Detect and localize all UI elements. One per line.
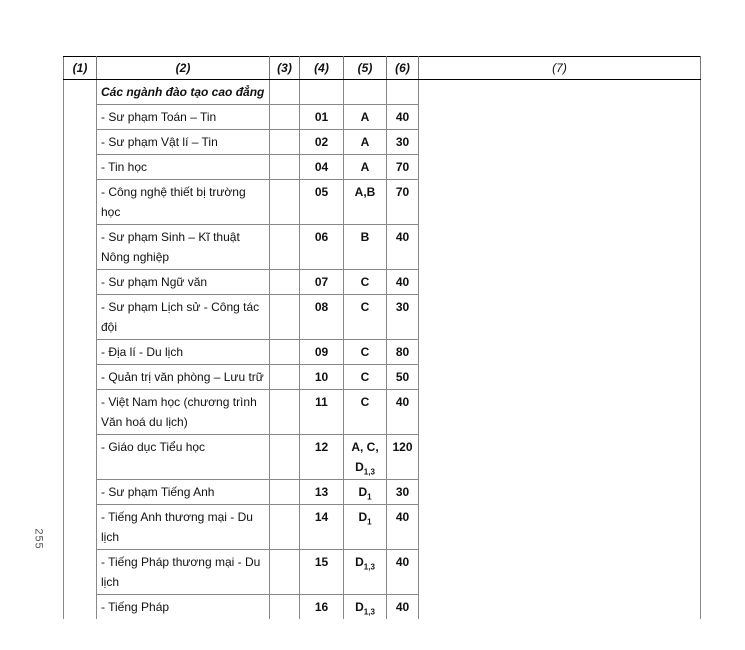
- program-name-cell: - Việt Nam học (chương trình Văn hoá du lịch): [97, 390, 270, 435]
- exam-block-subscript: 1: [367, 492, 372, 502]
- column-header-7: (7): [419, 57, 701, 80]
- page-number: 255: [32, 528, 45, 550]
- exam-block-cell: A, C, $D_{1,3}$: [344, 435, 387, 480]
- program-code-cell: 05: [300, 180, 344, 225]
- column-3-cell: [270, 550, 300, 595]
- exam-block-subscript: 1,3: [363, 467, 375, 477]
- quota-cell: 30: [387, 295, 419, 340]
- column-3-cell: [270, 155, 300, 180]
- exam-block-cell: A,B: [344, 180, 387, 225]
- quota-cell: 40: [387, 390, 419, 435]
- column-1-cell: [64, 80, 97, 620]
- program-code-cell: 02: [300, 130, 344, 155]
- quota-cell: 40: [387, 550, 419, 595]
- quota-cell: 40: [387, 270, 419, 295]
- quota-cell: 50: [387, 365, 419, 390]
- column-3-cell: [270, 80, 300, 105]
- column-3-cell: [270, 435, 300, 480]
- program-name-cell: - Giáo dục Tiểu học: [97, 435, 270, 480]
- column-header-5: (5): [344, 57, 387, 80]
- quota-cell: 40: [387, 595, 419, 620]
- column-3-cell: [270, 130, 300, 155]
- program-name-cell: - Tiếng Pháp: [97, 595, 270, 620]
- program-code-cell: 12: [300, 435, 344, 480]
- exam-block-cell: $D_1$: [344, 480, 387, 505]
- exam-block-cell: [344, 80, 387, 105]
- column-3-cell: [270, 295, 300, 340]
- program-name-cell: - Quản trị văn phòng – Lưu trữ: [97, 365, 270, 390]
- program-name-cell: - Tiếng Pháp thương mại - Du lịch: [97, 550, 270, 595]
- column-header-6: (6): [387, 57, 419, 80]
- admissions-table: [63, 56, 701, 619]
- exam-block-subscript: 1,3: [363, 607, 375, 617]
- program-name-cell: - Sư phạm Lịch sử - Công tác đội: [97, 295, 270, 340]
- program-code-cell: [300, 80, 344, 105]
- exam-block-cell: C: [344, 295, 387, 340]
- program-name-cell: - Tiếng Anh thương mại - Du lịch: [97, 505, 270, 550]
- program-name-cell: - Sư phạm Tiếng Anh: [97, 480, 270, 505]
- column-3-cell: [270, 595, 300, 620]
- program-code-cell: 14: [300, 505, 344, 550]
- program-code-cell: 07: [300, 270, 344, 295]
- column-3-cell: [270, 505, 300, 550]
- program-code-cell: 01: [300, 105, 344, 130]
- group-header-row: [64, 80, 701, 105]
- program-name-cell: - Địa lí - Du lịch: [97, 340, 270, 365]
- table-body: [64, 80, 701, 620]
- program-name-cell: - Công nghệ thiết bị trường học: [97, 180, 270, 225]
- quota-cell: 30: [387, 480, 419, 505]
- exam-block-cell: A: [344, 130, 387, 155]
- program-code-cell: 15: [300, 550, 344, 595]
- column-3-cell: [270, 480, 300, 505]
- program-code-cell: 09: [300, 340, 344, 365]
- column-7-cell: [419, 80, 701, 620]
- exam-block-cell: $D_{1,3}$: [344, 550, 387, 595]
- program-name-cell: Các ngành đào tạo cao đẳng: [97, 80, 270, 105]
- exam-block-subscript: 1: [367, 517, 372, 527]
- column-header-1: (1): [64, 57, 97, 80]
- exam-block-cell: A: [344, 105, 387, 130]
- column-header-3: (3): [270, 57, 300, 80]
- program-code-cell: 13: [300, 480, 344, 505]
- column-3-cell: [270, 365, 300, 390]
- quota-cell: [387, 80, 419, 105]
- exam-block-cell: C: [344, 270, 387, 295]
- program-code-cell: 10: [300, 365, 344, 390]
- exam-block-cell: C: [344, 340, 387, 365]
- exam-block-cell: $D_{1,3}$: [344, 595, 387, 620]
- column-3-cell: [270, 270, 300, 295]
- quota-cell: 40: [387, 505, 419, 550]
- program-code-cell: 06: [300, 225, 344, 270]
- program-code-cell: 08: [300, 295, 344, 340]
- exam-block-cell: C: [344, 390, 387, 435]
- exam-block-cell: A: [344, 155, 387, 180]
- column-header-2: (2): [97, 57, 270, 80]
- quota-cell: 30: [387, 130, 419, 155]
- program-code-cell: 11: [300, 390, 344, 435]
- quota-cell: 80: [387, 340, 419, 365]
- program-name-cell: - Sư phạm Vật lí – Tin: [97, 130, 270, 155]
- column-3-cell: [270, 390, 300, 435]
- quota-cell: 40: [387, 225, 419, 270]
- column-header-4: (4): [300, 57, 344, 80]
- program-name-cell: - Sư phạm Toán – Tin: [97, 105, 270, 130]
- quota-cell: 70: [387, 155, 419, 180]
- exam-block-cell: $D_1$: [344, 505, 387, 550]
- column-3-cell: [270, 105, 300, 130]
- quota-cell: 40: [387, 105, 419, 130]
- exam-block-cell: B: [344, 225, 387, 270]
- program-name-cell: - Sư phạm Sinh – Kĩ thuật Nông nghiệp: [97, 225, 270, 270]
- exam-block-subscript: 1,3: [363, 562, 375, 572]
- exam-block-cell: C: [344, 365, 387, 390]
- column-3-cell: [270, 225, 300, 270]
- program-name-cell: - Tin học: [97, 155, 270, 180]
- column-3-cell: [270, 340, 300, 365]
- program-code-cell: 04: [300, 155, 344, 180]
- quota-cell: 70: [387, 180, 419, 225]
- quota-cell: 120: [387, 435, 419, 480]
- program-name-cell: - Sư phạm Ngữ văn: [97, 270, 270, 295]
- header-row: [64, 57, 701, 80]
- program-code-cell: 16: [300, 595, 344, 620]
- column-3-cell: [270, 180, 300, 225]
